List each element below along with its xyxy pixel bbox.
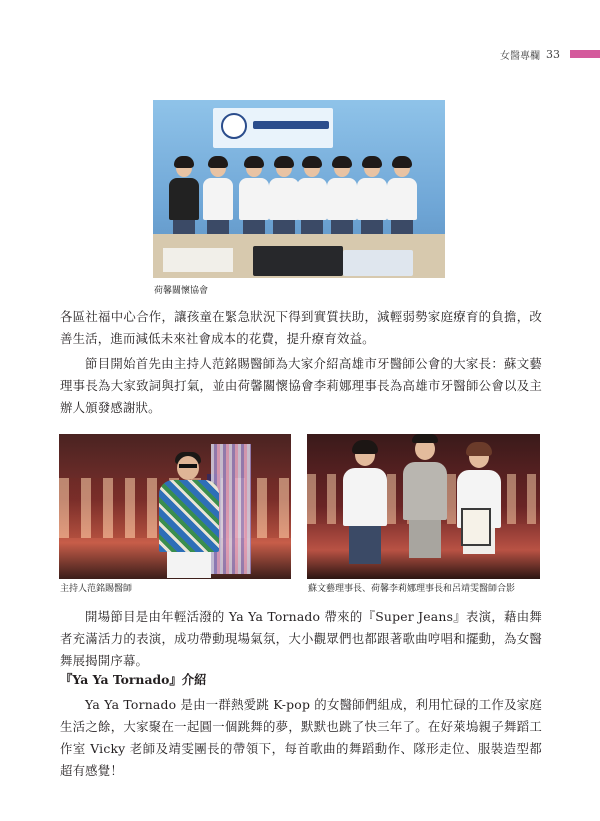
- paragraph-4: Ya Ya Tornado 是由一群熱愛跳 K-pop 的女醫師們組成，利用忙碌的工作及家庭生活之餘，大家聚在一起圓一個跳舞的夢，默默也跳了快三年了。在好萊塢親子舞蹈工作室 Vicky 老師及靖雯團長的帶領下，每首歌曲的舞蹈動作、隊形走位、服裝造型都超有感覺！: [60, 697, 542, 778]
- association-logo-icon: [221, 113, 247, 139]
- page-number: 33: [546, 47, 560, 61]
- section-subheading: 『Ya Ya Tornado』介紹: [60, 672, 207, 687]
- page-header: [500, 47, 600, 61]
- caption-photo-3: 蘇文藝理事長、荷馨李莉娜理事長和呂靖雯醫師合影: [308, 584, 516, 594]
- photo-association-group: [153, 100, 445, 278]
- photo-host: [59, 434, 291, 579]
- association-banner: [213, 108, 333, 148]
- paragraph-1: 各區社福中心合作，讓孩童在緊急狀況下得到實質扶助，減輕弱勢家庭療育的負擔，改善生活，進而減低未來社會成本的花費，提升療育效益。: [60, 309, 542, 346]
- caption-photo-2: 主持人范銘賜醫師: [60, 584, 133, 594]
- certificate: [461, 508, 491, 546]
- accent-bar: [570, 50, 600, 58]
- paragraph-2: 節目開始首先由主持人范銘賜醫師為大家介紹高雄市牙醫師公會的大家長：蘇文藝理事長為大家致詞與打氣，並由荷馨關懷協會李莉娜理事長為高雄市牙醫師公會以及主辦人頒發感謝狀。: [60, 356, 542, 415]
- photo-award-group: [307, 434, 540, 579]
- paragraph-3: 開場節目是由年輕活潑的 Ya Ya Tornado 帶來的『Super Jeans』表演，藉由舞者充滿活力的表演，成功帶動現場氣氛，大小觀眾們也都跟著歌曲哼唱和擺動，為女醫舞展揭開序幕。: [60, 609, 542, 668]
- section-title: 女醫專欄: [500, 50, 540, 62]
- caption-photo-1: 荷馨關懷協會: [154, 286, 209, 296]
